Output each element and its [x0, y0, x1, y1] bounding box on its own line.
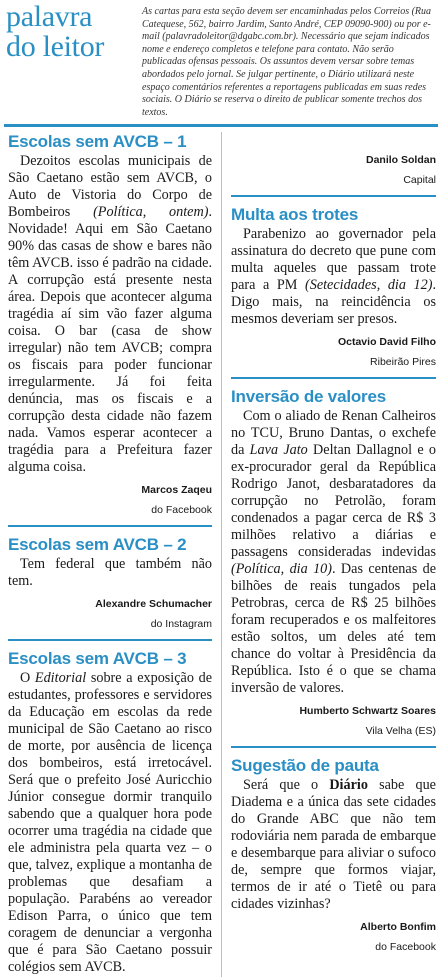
letter-origin: Ribeirão Pires — [370, 356, 436, 368]
letter-body: O Editorial sobre a exposição de estudantes, professores e servidores da Educação em escolas da rede municipal de São Caetano ao risco de morte, por ausência de licença dos bombeiros, está irretocável. Será que o prefeito José Auricchio Júnior consegue dormir tranquilo sabendo que a qualquer hora pode ocorrer uma tragédia na cidade que ele administra pela quarta vez – o que, talvez, explique a montanha de problemas que desafiam a população. Parabéns ao vereador Edison Parra, o único que tem coragem de denunciar a vergonha que é para São Caetano possuir colégios sem AVCB. — [8, 670, 212, 975]
letter-origin: do Facebook — [151, 504, 212, 516]
letter-escolas-avcb-3-continued — [231, 154, 436, 197]
letter-body: Dezoitos escolas municipais de São Caetano estão sem AVCB, o Auto de Vistoria do Corpo de Bombeiros (Política, ontem). Novidade! Aqui em São Caetano 90% das casas de show e bares não têm AVCB. isso é padrão na cidade. A corrupção está presente nesta área. Depois que acontecer alguma tragédia aí sim vão fazer alguma coisa. O bar (casa de show irregular) não tem AVCB; compra os fiscais para poder funcionar irregularmente. Já foi feita denúncia, mas os fiscais e a corrupção desta cidade não fazem nada. Vamos esperar acontecer a tragédia para a Prefeitura fazer alguma coisa. — [8, 153, 212, 475]
letter-author: Humberto Schwartz Soares — [299, 705, 436, 717]
letter-sugestao-pauta — [231, 756, 436, 954]
letter-escolas-avcb-2 — [8, 535, 212, 641]
letter-divider — [231, 195, 436, 197]
left-column — [8, 132, 212, 980]
letter-author: Octavio David Filho — [337, 336, 436, 348]
letter-title: Sugestão de pauta — [231, 756, 379, 775]
letter-body: Será que o Diário sabe que Diadema e a única das sete cidades do Grande ABC que não tem rodoviária nem parada de embarque e desembarque para aliviar o sufoco de, sempre que formos viajar, termos de ir até o Tietê ou para cidades vizinhas? — [231, 777, 436, 912]
logo-line-2: do leitor — [6, 30, 105, 63]
column-divider — [221, 132, 222, 977]
letter-title: Escolas sem AVCB – 3 — [8, 649, 187, 668]
letter-origin: do Instagram — [150, 618, 212, 630]
letter-author: Marcos Zaqeu — [141, 484, 212, 496]
letter-author: Alberto Bonfim — [360, 921, 436, 933]
section-intro: As cartas para esta seção devem ser encaminhadas pelos Correios (Rua Catequese, 562, bairro Jardim, Santo André, CEP 09090-900) ou por e-mail (palavradoleitor@dgabc.com.br). Necessário que sejam indicados nome e endereço completos e telefone para contato. Não serão publicadas ofensas pessoais. Os assuntos devem versar sobre temas abordados pelo jornal. Se julgar pertinente, o Diário utilizará neste espaço comentários referentes a reportagens publicadas em suas redes sociais. O Diário se reserva o direito de publicar somente trechos dos textos. — [142, 6, 432, 118]
header-divider — [4, 124, 438, 127]
letter-title: Escolas sem AVCB – 1 — [8, 132, 187, 151]
letter-origin: Capital — [403, 174, 436, 186]
letter-origin: do Facebook — [375, 941, 436, 953]
letter-divider — [231, 746, 436, 748]
letter-escolas-avcb-3 — [8, 649, 212, 976]
letter-author: Alexandre Schumacher — [95, 598, 212, 610]
letter-title: Inversão de valores — [231, 387, 386, 406]
letter-title: Multa aos trotes — [231, 205, 359, 224]
letter-origin: Vila Velha (ES) — [365, 725, 436, 737]
letter-body: Tem federal que também não tem. — [8, 556, 212, 589]
letter-divider — [8, 639, 212, 641]
letter-body: Parabenizo ao governador pela assinatura do decreto que pune com multa aqueles que passam trote para a PM (Setecidades, dia 12). Digo mais, na reincidência os mesmos deveriam ser presos. — [231, 226, 437, 327]
letter-escolas-avcb-1 — [8, 132, 212, 527]
letter-inversao-valores — [231, 387, 436, 748]
right-column — [231, 132, 436, 962]
letter-divider — [231, 377, 436, 379]
letter-multa-trotes — [231, 205, 436, 379]
letter-body: Com o aliado de Renan Calheiros no TCU, Bruno Dantas, o exchefe da Lava Jato Deltan Dallagnol e o ex-procurador geral da República Rodrigo Janot, desbaratadores da corrupção no Petrolão, foram condenados a pagar cerca de R$ 3 milhões relativo a diárias e passagens consideradas indevidas (Política, dia 10). Das centenas de bilhões de reais tungados pela Petrobras, cerca de R$ 25 bilhões foram recuperados e os malfeitores estão soltos, um deles até tem chance do voltar à Presidência da República. Isto é o que se chama inversão de valores. — [231, 408, 436, 696]
letter-divider — [8, 525, 212, 527]
section-header — [0, 0, 442, 118]
logo-line-1: palavra — [6, 0, 93, 33]
section-logo — [6, 2, 126, 62]
letter-author: Danilo Soldan — [365, 154, 436, 166]
letter-title: Escolas sem AVCB – 2 — [8, 535, 187, 554]
